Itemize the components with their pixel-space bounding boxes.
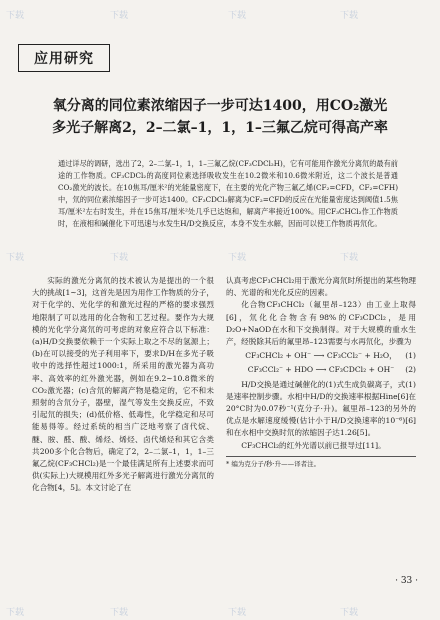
right-column — [226, 275, 416, 469]
equation-1 — [226, 350, 416, 362]
watermark: 下载 — [228, 608, 247, 618]
body-paragraph: 认真考虑CF₃CHCl₂用于激光分离氘时所提出的某些物理的、光谱的和光化反应的因素。 — [226, 276, 416, 298]
body-paragraph: 实际的激光分离氘的技术被认为是提出的一个很大的挑战[1~3]，这首先是因为用作工作物质的分子，对于化学的、光化学的和激光过程的严格的要求强烈地限制了可以选用的化合物和工艺过程。要作为大规模的光化学分离氘的可考虑的对象应符合以下标准：(a)H/D交换要依赖于一个实际上取之不尽的氢源上；(b)在可以接受的光子利用率下，要求D/H在多光子吸收中的选择性超过1000:1，所采用的激光器为高功率、高效率的红外激光器，例如在9.2~10.8微米的CO₂激光器；(c)含氘的解离产物是稳定的，它不和未照射的含氘分子，器壁，湿气等发生交换反应，不致引起氘的损失；(d)低价格、低毒性，化学稳定和尽可能易得等。经过系统的相当广泛地考察了卤代烷、醚、胺、醛、酸、烯烃、烯烃、卤代烯烃和其它含类共200多个化合物后，确定了2，2–二氯–1，1，1–三氟乙烷(CF₃CHCl₂)是一个最佳满足所有上述要求而可供(实际上)大规模用红外多光子解离进行激光分离氘的化合物[4，5]。本文讨论了在 — [32, 276, 214, 493]
watermark: 下载 — [6, 11, 25, 21]
watermark: 下载 — [110, 608, 129, 618]
article-title-line1: 氧分离的同位素浓缩因子一步可达1400，用CO₂激光 — [52, 98, 388, 114]
body-paragraph: 化合物CF₃CHCl₂（氟里昂–123）由工业上取得[6]，氘化化合物含有98%的CF₃CDCl₂，是用D₂O+NaOD在水和下交换制得。对于大规模的重水生产，经脱除其后的氟里昂–123需要与水再氘化，步骤为 — [226, 300, 416, 347]
body-paragraph: CF₃CHCl₂的红外光谱以前已报导过[11]。 — [241, 440, 386, 450]
equation-2 — [226, 364, 416, 376]
equation-number: (1) — [405, 351, 416, 361]
equation-text: CF₃CCl₂⁻ + HDO ⟶ CF₃CDCl₂ + OH⁻ — [247, 365, 395, 375]
watermark: 下载 — [340, 608, 359, 618]
watermark: 下载 — [340, 253, 359, 263]
watermark: 下载 — [110, 253, 129, 263]
watermark: 下载 — [228, 11, 247, 21]
abstract: 通过详尽的调研，选出了2，2–二氯–1，1，1–三氟乙烷(CF₃CDCl₂H)，它有可能用作激光分离氘的最有前途的工作物质。CF₃CDCl₂的高度同位素选择吸收发生在10.2微米和10.6微米附近，这二个波长是普通CO₂激光的波长。在10焦耳/厘米²的光能量密度下，在主要的光化产物三氟乙烯(CF₂=CFD，CF₂=CFH)中，氘的同位素浓缩因子一步可达1400。CF₃CDCl₂解离为CF₂=CFD的反应在光能量密度达到阈值1.5焦耳/厘米²左右时发生，并在15焦耳/厘米²处几乎已达饱和，解离产率接近100%。用CF₃CHCl₂作工作物质时，在液相和碱催化下可迅速与水发生H/D交换反应，本身不发生水解，因而可以使工作物质再氘化。 — [58, 159, 398, 228]
watermark: 下载 — [110, 11, 129, 21]
section-label: 应用研究 — [18, 44, 110, 72]
body-paragraph: H/D交换是通过碱催化的(1)式生成负碳离子，式(1)是速率控制步骤。水相中H/D的交换速率根据Hine[6]在20°C时为0.07秒⁻¹(克分子·升)。氟里昂–123的另外的优点是水解速度缓慢(估计小于H/D交换速率的10⁻⁶)[6]和在水相中交换时氘的浓缩因子达1.26[5]。 — [226, 379, 416, 438]
watermark: 下载 — [6, 253, 25, 263]
watermark: 下载 — [228, 253, 247, 263]
watermark: 下载 — [340, 11, 359, 21]
watermark: 下载 — [6, 608, 25, 618]
equation-number: (2) — [405, 365, 416, 375]
left-column — [32, 275, 214, 495]
footnote: * 编为克分子/秒·升——译者注。 — [226, 456, 416, 469]
article-title-line2: 多光子解离2，2–二氯–1，1，1–三氟乙烷可得高产率 — [52, 120, 388, 136]
page-number: · 33 · — [395, 576, 418, 586]
equation-text: CF₃CHCl₂ + OH⁻ ⟶ CF₃CCl₂⁻ + H₂O， — [245, 351, 397, 361]
